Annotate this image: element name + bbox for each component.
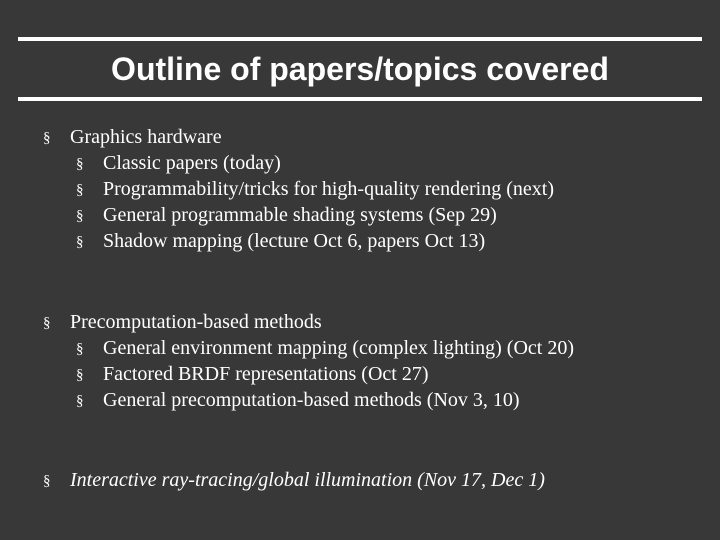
list-item-text: General precomputation-based methods (Nov 3, 10)	[103, 389, 520, 411]
list-item	[76, 387, 520, 414]
list-item	[76, 228, 485, 255]
title-rule-bottom	[18, 97, 702, 101]
list-item-text: Shadow mapping (lecture Oct 6, papers Oct 13)	[103, 230, 486, 252]
bullet-icon: §	[43, 315, 51, 331]
section-graphics-hardware	[43, 124, 222, 151]
list-item-text: General environment mapping (complex lighting) (Oct 20)	[103, 337, 574, 359]
list-item	[76, 202, 497, 229]
bullet-icon: §	[43, 473, 51, 489]
list-item-text: Programmability/tricks for high-quality rendering (next)	[103, 178, 554, 200]
list-item-text: Classic papers (today)	[103, 152, 281, 174]
list-item	[76, 361, 428, 388]
section-precomputation	[43, 309, 322, 336]
list-item-text: General programmable shading systems (Sep 29)	[103, 204, 497, 226]
bullet-icon: §	[76, 341, 84, 357]
slide-title: Outline of papers/topics covered	[111, 51, 609, 87]
section-heading: Graphics hardware	[70, 126, 222, 148]
bullet-icon: §	[76, 156, 84, 172]
bullet-icon: §	[76, 182, 84, 198]
list-item	[76, 335, 574, 362]
list-item-text: Factored BRDF representations (Oct 27)	[103, 363, 429, 385]
section-interactive-ray-tracing	[43, 467, 545, 494]
list-item	[76, 150, 281, 177]
title-rule-top	[18, 37, 702, 41]
bullet-icon: §	[43, 130, 51, 146]
bullet-icon: §	[76, 234, 84, 250]
bullet-icon: §	[76, 393, 84, 409]
section-heading: Interactive ray-tracing/global illumination (Nov 17, Dec 1)	[70, 469, 545, 491]
list-item	[76, 176, 554, 203]
section-heading: Precomputation-based methods	[70, 311, 322, 333]
bullet-icon: §	[76, 208, 84, 224]
bullet-icon: §	[76, 367, 84, 383]
